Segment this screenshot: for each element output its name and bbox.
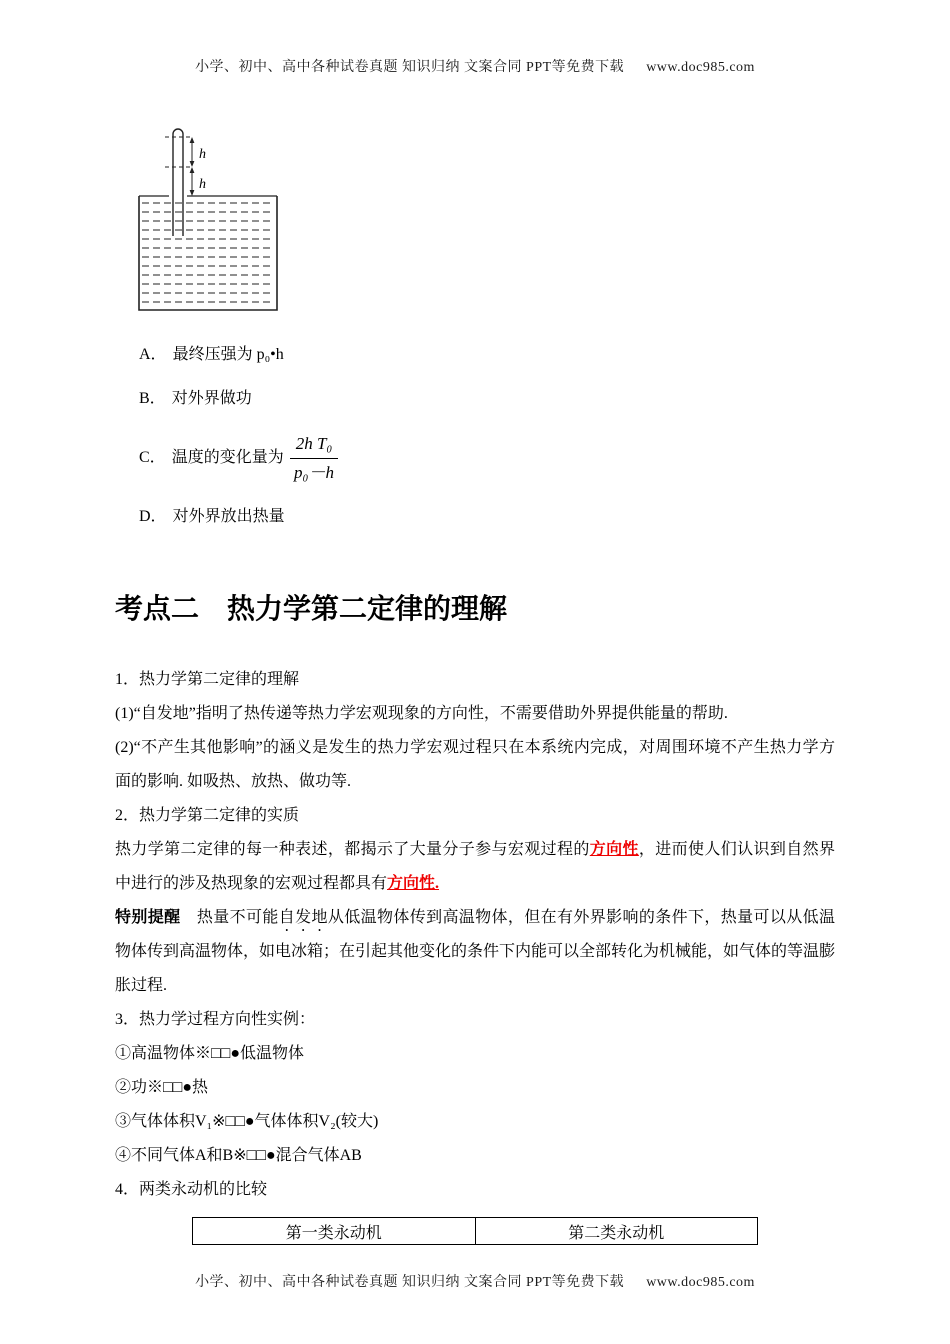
perpetual-motion-table: [192, 1217, 758, 1245]
emphasized-spontaneously: 自发地: [278, 909, 328, 926]
highlight-directionality-2: 方向性.: [387, 875, 440, 892]
special-note-label: 特别提醒: [115, 909, 181, 926]
header-promo-text: 小学、初中、高中各种试卷真题 知识归纳 文案合同 PPT等免费下载: [195, 60, 625, 75]
paragraph-5-text-2: ，进而使人们认识到自然界中进行的涉及热现象的宏观过程都具有: [115, 841, 835, 892]
fraction-numerator: 2h T₀: [290, 431, 339, 459]
paragraph-8: 4．两类永动机的比较: [115, 1181, 268, 1198]
paragraph-7: 3．热力学过程方向性实例：: [115, 1011, 316, 1028]
option-d-text: 对外界放出热量: [172, 508, 285, 525]
option-b-label: B．: [139, 390, 166, 407]
h-label-bottom: h: [199, 177, 206, 192]
highlight-directionality-1: 方向性: [589, 841, 639, 858]
page-footer: [115, 1271, 835, 1291]
paragraph-6: [115, 901, 835, 1003]
table-header-second-kind: 第二类永动机: [475, 1218, 758, 1245]
table-header-first-kind: 第一类永动机: [193, 1218, 476, 1245]
footer-site-link[interactable]: www.doc985.com: [646, 1275, 755, 1290]
header-site-link[interactable]: www.doc985.com: [646, 60, 755, 75]
arrowhead: [190, 167, 195, 173]
option-d-label: D．: [139, 508, 167, 525]
example-3: ③气体体积V₁※□□●气体体积V₂(较大): [115, 1113, 379, 1130]
paragraph-4: 2．热力学第二定律的实质: [115, 807, 300, 824]
paragraph-3: (2)“不产生其他影响”的涵义是发生的热力学宏观过程只在本系统内完成，对周围环境不产生热力学方面的影响. 如吸热、放热、做功等.: [115, 739, 835, 790]
option-b-text: 对外界做功: [171, 390, 252, 407]
option-a-label: A．: [139, 346, 167, 363]
option-a: [139, 343, 835, 367]
liquid-shading: [142, 203, 274, 302]
fraction-denominator: p₀－h: [294, 463, 334, 482]
option-c-label: C．: [139, 449, 166, 466]
section-content: [115, 663, 835, 1207]
section-heading: 考点二 热力学第二定律的理解: [115, 593, 508, 624]
table-header-row: [193, 1218, 758, 1245]
option-c-text: 温度的变化量为: [171, 449, 284, 466]
option-b: [139, 387, 835, 411]
closed-tube: [173, 129, 183, 236]
paragraph-6-text-2: 从低温物体传到高温物体，但在有外界影响的条件下，热量可以从低温物体传到高温物体，如电冰箱；在引起其他变化的条件下内能可以全部转化为机械能，如气体的等温膨胀过程.: [115, 909, 836, 994]
page-header: [115, 56, 835, 76]
arrowhead: [190, 161, 195, 167]
arrowhead: [190, 137, 195, 143]
footer-promo-text: 小学、初中、高中各种试卷真题 知识归纳 文案合同 PPT等免费下载: [195, 1275, 625, 1290]
option-d: [139, 505, 835, 529]
example-4: ④不同气体A和B※□□●混合气体AB: [115, 1147, 362, 1164]
physics-apparatus-diagram: [129, 118, 835, 321]
example-1: ①高温物体※□□●低温物体: [115, 1045, 304, 1062]
option-c: [139, 431, 835, 485]
fraction: [290, 431, 339, 485]
tube-in-liquid-diagram: [129, 118, 289, 316]
option-a-text: 最终压强为 p₀•h: [172, 346, 284, 363]
paragraph-6-text: 热量不可能: [180, 909, 279, 926]
paragraph-5: [115, 833, 835, 901]
example-2: ②功※□□●热: [115, 1079, 208, 1096]
paragraph-5-text: 热力学第二定律的每一种表述，都揭示了大量分子参与宏观过程的: [115, 841, 590, 858]
h-label-top: h: [199, 147, 206, 162]
arrowhead: [190, 190, 195, 196]
paragraph-1: 1．热力学第二定律的理解: [115, 671, 300, 688]
choice-options: [115, 343, 835, 529]
paragraph-2: (1)“自发地”指明了热传递等热力学宏观现象的方向性，不需要借助外界提供能量的帮助.: [115, 705, 728, 722]
